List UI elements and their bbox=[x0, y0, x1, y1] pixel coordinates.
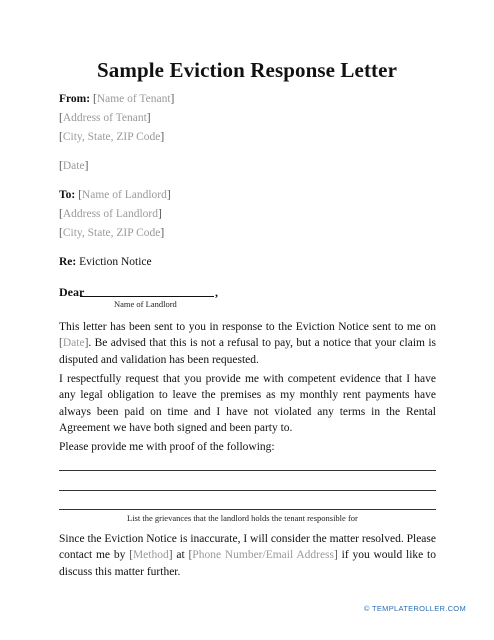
dear-signature-line bbox=[80, 296, 214, 297]
tenant-city-line: [City, State, ZIP Code] bbox=[59, 131, 165, 143]
grievance-caption: List the grievances that the landlord holds the tenant responsible for bbox=[127, 513, 358, 523]
paragraph-4: Since the Eviction Notice is inaccurate, I will consider the matter resolved. Please contact me by [Method] at [Phone Number/Email Address] if you would like to discuss this matter further. bbox=[59, 533, 436, 578]
grievance-line-3 bbox=[59, 509, 436, 510]
landlord-name-placeholder: Name of Landlord bbox=[81, 189, 167, 201]
dear-caption: Name of Landlord bbox=[114, 299, 177, 309]
dear-comma: , bbox=[215, 285, 218, 299]
dear-label: Dear bbox=[59, 285, 85, 299]
tenant-name-placeholder: Name of Tenant bbox=[96, 93, 171, 105]
landlord-city-line: [City, State, ZIP Code] bbox=[59, 227, 165, 239]
re-label: Re: bbox=[59, 256, 77, 268]
notice-date-placeholder: Date bbox=[62, 337, 85, 350]
paragraph-1: This letter has been sent to you in response to the Eviction Notice sent to me on [Date]. Be advised that this is not a refusal to pay, but a notice that your claim is disputed and validation has been requested. bbox=[59, 321, 436, 366]
date-line: [Date] bbox=[59, 160, 89, 172]
contact-placeholder: Phone Number/Email Address bbox=[192, 549, 335, 562]
grievance-line-2 bbox=[59, 490, 436, 491]
re-line bbox=[59, 256, 152, 268]
to-label: To: bbox=[59, 189, 76, 201]
from-label: From: bbox=[59, 93, 91, 105]
tenant-address-placeholder: Address of Tenant bbox=[62, 112, 147, 124]
landlord-address-placeholder: Address of Landlord bbox=[62, 208, 159, 220]
tenant-city-placeholder: City, State, ZIP Code bbox=[62, 131, 161, 143]
tenant-address-line: [Address of Tenant] bbox=[59, 112, 151, 124]
paragraph-3: Please provide me with proof of the following: bbox=[59, 441, 275, 453]
landlord-address-line: [Address of Landlord] bbox=[59, 208, 162, 220]
templateroller-footer[interactable]: © TEMPLATEROLLER.COM bbox=[363, 604, 466, 613]
method-placeholder: Method bbox=[132, 549, 169, 562]
from-line: From: [Name of Tenant] bbox=[59, 93, 175, 105]
grievance-line-1 bbox=[59, 470, 436, 471]
paragraph-2: I respectfully request that you provide me with competent evidence that I have any legal obligation to leave the premises as my monthly rent payments have always been paid on time and I have not violated any terms in the Rental Agreement we have both signed and been party to. bbox=[59, 373, 436, 435]
to-line: To: [Name of Landlord] bbox=[59, 189, 171, 201]
date-placeholder: Date bbox=[62, 160, 85, 172]
document-title: Sample Eviction Response Letter bbox=[97, 58, 397, 82]
landlord-city-placeholder: City, State, ZIP Code bbox=[62, 227, 161, 239]
re-subject: Eviction Notice bbox=[79, 256, 152, 268]
